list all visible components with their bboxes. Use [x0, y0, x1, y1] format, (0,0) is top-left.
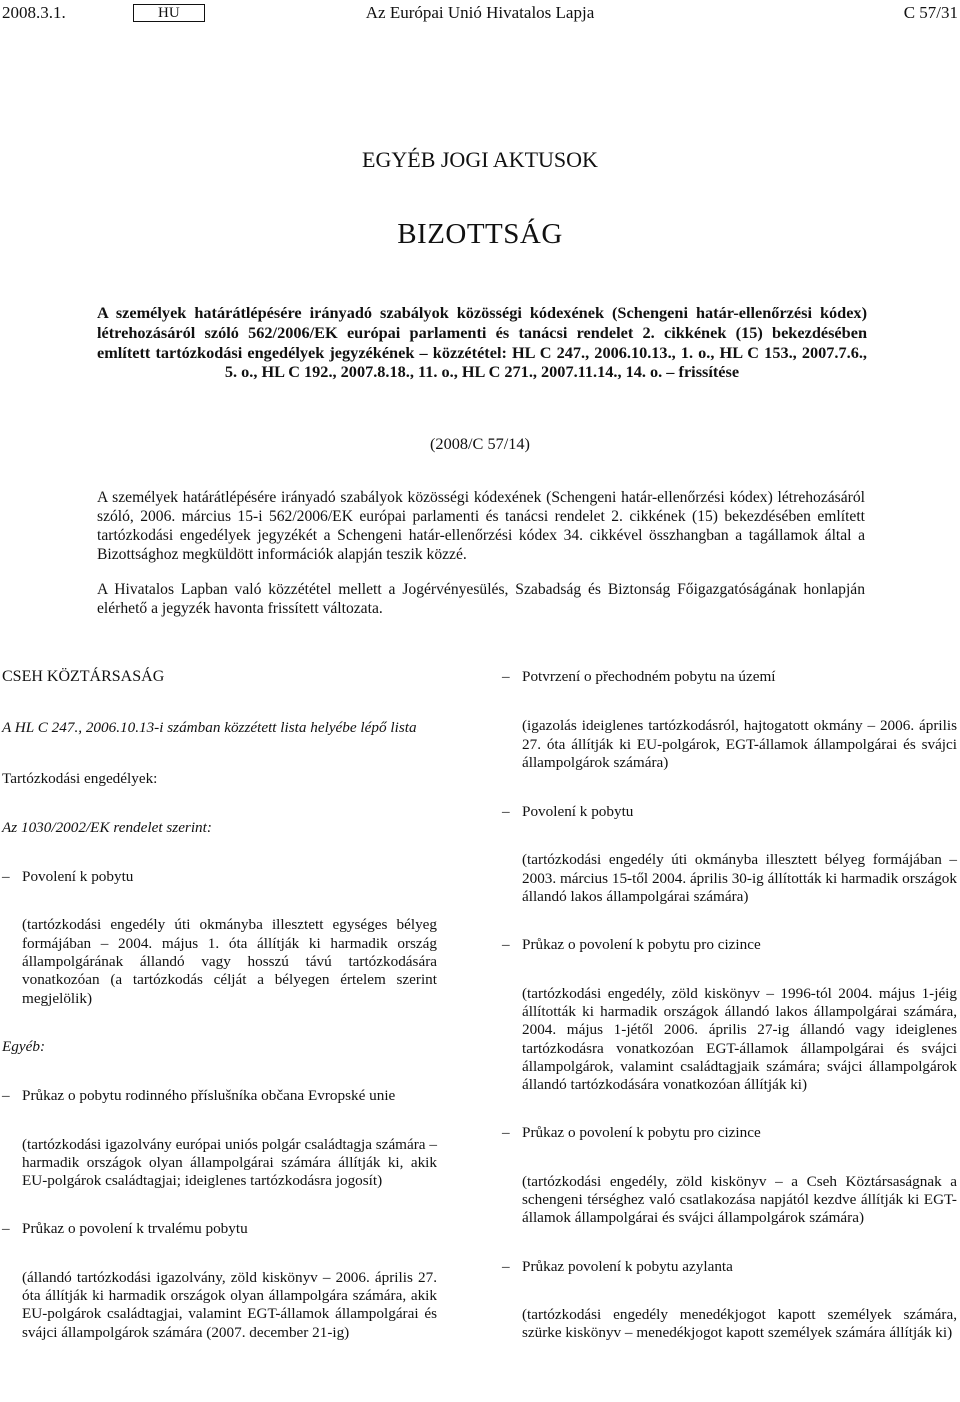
document-heading: A személyek határátlépésére irányadó szabályok közösségi kódexének (Schengeni határ-ellenőrzési kódex) létrehozásáról szóló 562/2006/EK európai parlamenti és tanácsi rendelet 2. cikkének (15) bekezdésében említett tartózkodási engedélyek jegyzékének – közzététel: HL C 247., 2006.10.13., 1. o., HL C 153., 2007.7.6., 5. o., HL C 192., 2007.8.18., 11. o., HL C 271., 2007.11.14., 14. o. – frissítése: [97, 303, 867, 382]
issue-date: 2008.3.1.: [2, 3, 66, 22]
permit-title: – Průkaz o povolení k pobytu pro cizince: [502, 936, 957, 954]
journal-title: Az Európai Unió Hivatalos Lapja: [365, 3, 595, 22]
permit-description: (tartózkodási engedély úti okmányba illesztett bélyeg formájában – 2003. március 15-től 2004. április 30-ig állították ki harmadik országok állandó lakos állampolgárai számára): [522, 851, 957, 906]
intro-paragraph: A Hivatalos Lapban való közzététel mellett a Jogérvényesülés, Szabadság és Biztonság Főigazgatóságának honlapján elérhető a jegyzék havonta frissített változata.: [97, 581, 865, 617]
left-column: [2, 668, 437, 1342]
language-badge: HU: [133, 4, 205, 22]
right-column: [522, 668, 957, 1343]
permit-description: (állandó tartózkodási igazolvány, zöld kiskönyv – 2006. április 27. óta állítják ki harmadik országok olyan állampolgára számára, akik EU-polgárok családtagjai, valamint EGT-államok állampolgárai és svájci állampolgárok számára (2007. december 21-ig): [22, 1268, 437, 1341]
permit-title: – Povolení k pobytu: [2, 868, 437, 886]
other-label: Egyéb:: [2, 1037, 46, 1055]
section-title-commission: BIZOTTSÁG: [397, 218, 563, 250]
page-reference: C 57/31: [903, 3, 958, 22]
country-heading: CSEH KÖZTÁRSASÁG: [2, 668, 165, 685]
intro-paragraph: A személyek határátlépésére irányadó szabályok közösségi kódexének (Schengeni határ-ellenőrzési kódex) létrehozásáról szóló, 2006. március 15-i 562/2006/EK európai parlamenti és tanácsi rendelet 2. cikkének (15) bekezdésében említett tartózkodási engedélyek jegyzékét a Schengeni határ-ellenőrzési kódex 34. cikkével összhangban a tagállamok által a Bizottsághoz megküldött információk alapján teszik közzé.: [97, 489, 865, 563]
permit-description: (tartózkodási engedély, zöld kiskönyv – 1996-tól 2004. május 1-jéig állították ki harmadik országok állandó lakos állampolgárai számára, 2004. május 1-jétől 2006. április 27-ig állandó vagy ideiglenes tartózkodásra vonatkozóan EGT-államok állampolgárai és svájci állampolgárok, valamint családtagjaik számára; svájci állampolgárok állandó tartózkodására vonatkozóan állítják ki): [522, 984, 957, 1094]
permit-title: – Průkaz o povolení k trvalému pobytu: [2, 1220, 437, 1238]
replacement-note: A HL C 247., 2006.10.13-i számban közzétett lista helyébe lépő lista: [2, 719, 417, 737]
permit-title: – Potvrzení o přechodném pobytu na území: [502, 668, 957, 686]
permit-description: (igazolás ideiglenes tartózkodásról, hajtogatott okmány – 2006. április 27. óta állítják ki EU-polgárok, EGT-államok állampolgárai és svájci állampolgárok számára): [522, 717, 957, 771]
permit-description: (tartózkodási engedély, zöld kiskönyv – a Cseh Köztársaságnak a schengeni térséghez való csatlakozása napjától kezdve állítják ki EGT-államok állampolgárai és svájci állampolgárok számára): [522, 1172, 957, 1227]
permit-title: – Průkaz o povolení k pobytu pro cizince: [502, 1124, 957, 1142]
permits-label: Tartózkodási engedélyek:: [2, 769, 158, 787]
section-title-other-acts: EGYÉB JOGI AKTUSOK: [362, 147, 598, 172]
permit-title: – Průkaz o pobytu rodinného příslušníka občana Evropské unie: [2, 1087, 437, 1105]
permit-title: – Povolení k pobytu: [502, 803, 957, 821]
regulation-label: Az 1030/2002/EK rendelet szerint:: [2, 818, 212, 836]
document-reference: (2008/C 57/14): [430, 434, 530, 453]
permit-description: (tartózkodási engedély úti okmányba illesztett egységes bélyeg formájában – 2004. május 1. óta állítják ki harmadik ország állampolgárának állandó vagy hosszú távú tartózkodására vonatkozóan (a tartózkodás célját a bélyegen értelem szerint megjelölik): [22, 916, 437, 1007]
permit-title: – Průkaz povolení k pobytu azylanta: [502, 1258, 957, 1276]
permit-description: (tartózkodási engedély menedékjogot kapott személyek számára, szürke kiskönyv – menedékjogot kapott személyek számára állítják ki): [522, 1305, 957, 1342]
permit-description: (tartózkodási igazolvány európai uniós polgár családtagja számára – harmadik országok olyan állampolgárai számára állítják ki, akik EU-polgárok családtagjai; ideiglenes tartózkodásra jogosít): [22, 1135, 437, 1190]
